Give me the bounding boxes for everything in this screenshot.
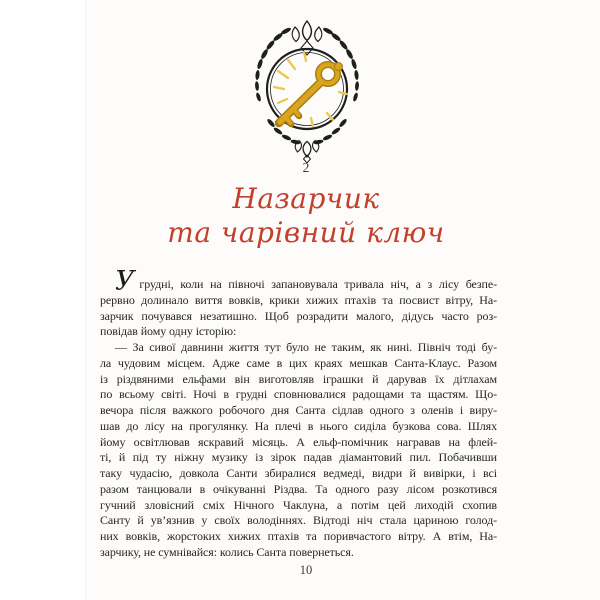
page-number: 10 <box>299 563 313 577</box>
text-line: ла чудовим місцем. Адже саме в цих краях мешкав Санта-Клаус. Разом <box>100 355 497 370</box>
key-wreath-icon <box>247 18 367 163</box>
golden-key-emblem-icon <box>247 18 367 163</box>
body-text <box>100 266 497 561</box>
text-line: ті, й під ту ніжну музику із зірок падав діамантовий пил. Побачивши <box>100 450 497 465</box>
text-line: із різдвяними ельфами він виготовляв іграшки й дарував їх дітлахам <box>100 371 497 386</box>
text-line: рервно долинало виття вовків, крики хижих птахів та посвист вітру, На- <box>100 292 497 307</box>
text-line: них вовків, жорстоких хижих птахів та поривчастого вітру. А втім, На- <box>100 529 497 543</box>
drop-cap-initial: У <box>115 266 135 297</box>
chapter-title-line-2: та чарівний ключ <box>167 215 445 249</box>
text-line: зарчик почувався незатишно. Щоб розрадити малого, дідусь часто роз- <box>100 308 497 323</box>
chapter-title <box>45 182 567 249</box>
text-line: таку чудасію, довкола Санти збиралися ведмеді, видри й вивірки, і всі <box>100 466 497 480</box>
scan-margin-strip <box>0 0 86 600</box>
chapter-title-line-1: Назарчик <box>232 182 380 215</box>
text-line: повідав йому одну історію: <box>100 324 237 339</box>
text-line: по всьому світі. Ночі в грудні сповнювалися радощами та щастям. Що- <box>100 387 497 402</box>
text-line: шав до лісу на прогулянку. На плечі в нього сиділа бузкова сова. Шлях <box>100 418 497 433</box>
chapter-number: 2 <box>302 160 310 175</box>
text-line: гучний зловісний сміх Нічного Чаклуна, а потім цей лиходій схопив <box>100 497 497 512</box>
text-line: Угрудні, коли на півночі запановувала тривала ніч, а з лісу безпе- <box>115 266 497 297</box>
text-line: йому освітлював яскравий місяць. А ельф-помічник награвав на флей- <box>100 434 497 449</box>
text-line: вечора після важкого робочого дня Санта сідлав одного з оленів і виру- <box>100 403 497 417</box>
text-line: — За сивої давнини життя тут було не таким, як нині. Північ тоді бу- <box>115 340 497 354</box>
text-line: разом танцювали в очікуванні Різдва. Та одного разу лісом розкотився <box>100 481 497 496</box>
text-line: зарчику, не сумнівайся: колись Санта повернеться. <box>100 544 354 559</box>
text-line: Санту й ув’язнив у своїх володіннях. Відтоді ніч стала цариною голод- <box>100 513 497 528</box>
